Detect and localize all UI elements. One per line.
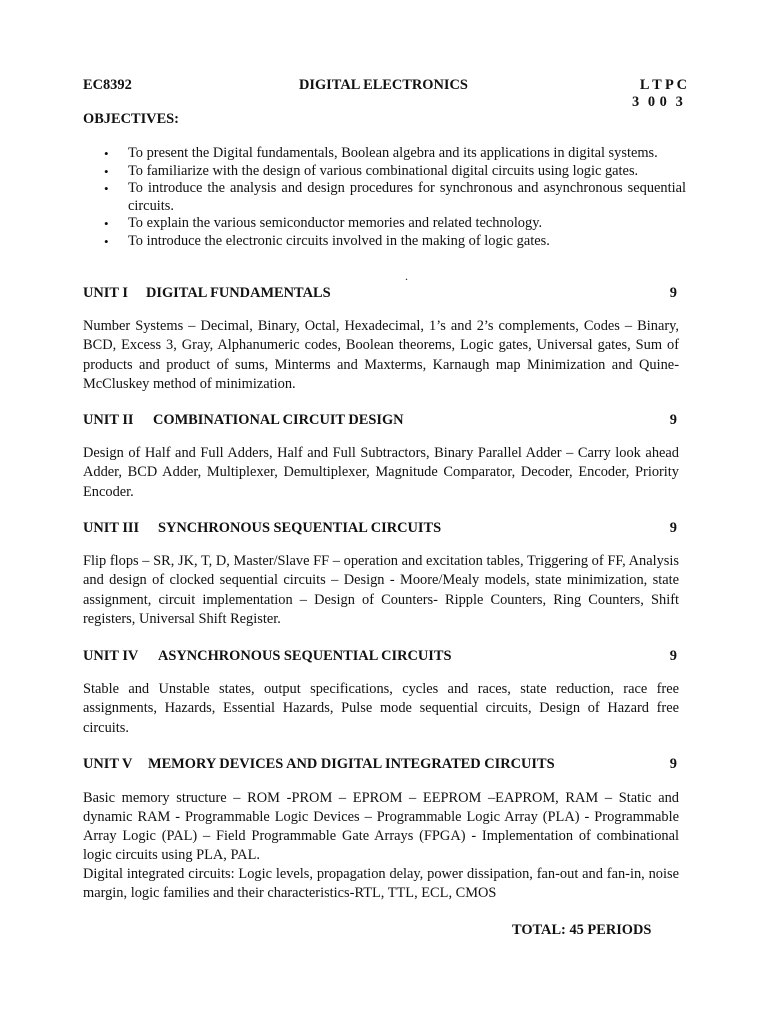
unit-label: UNIT IV [83, 648, 139, 664]
objective-text: To introduce the analysis and design procedures for synchronous and asynchronous sequential circuits. [128, 180, 686, 214]
objective-item [104, 232, 686, 251]
unit-hours: 9 [669, 412, 677, 428]
unit-hours: 9 [669, 648, 677, 664]
unit-heading-2 [83, 411, 677, 431]
unit-hours: 9 [669, 285, 677, 301]
unit-heading-5 [83, 755, 677, 775]
ltpc-values: 3 0 0 3 [632, 94, 684, 110]
bullet-icon: • [104, 181, 109, 196]
unit-title: SYNCHRONOUS SEQUENTIAL CIRCUITS [158, 520, 442, 536]
unit-body-5: Basic memory structure – ROM -PROM – EPROM – EEPROM –EAPROM, RAM – Static and dynamic RAM - Programmable Logic Devices – Programmable Logic Array (PLA) - Programmable Array Logic (PAL) – Field Programmable Gate Arrays (FPGA) - Implementation of combinational logic circuits using PLA, PAL. [83, 790, 679, 863]
unit-title: ASYNCHRONOUS SEQUENTIAL CIRCUITS [158, 648, 452, 664]
objective-text: To present the Digital fundamentals, Boolean algebra and its applications in digital systems. [128, 145, 658, 161]
bullet-icon: • [104, 163, 109, 179]
unit-hours: 9 [669, 520, 677, 536]
bullet-icon: • [104, 146, 109, 161]
unit-body-2: Design of Half and Full Adders, Half and Full Subtractors, Binary Parallel Adder – Carry look ahead Adder, BCD Adder, Multiplexer, Demultiplexer, Magnitude Comparator, Decoder, Encoder, Priority Encoder. [83, 445, 679, 500]
unit-heading-1 [83, 284, 677, 304]
unit-title: DIGITAL FUNDAMENTALS [146, 285, 331, 301]
unit-body-1: Number Systems – Decimal, Binary, Octal, Hexadecimal, 1’s and 2’s complements, Codes – Binary, BCD, Excess 3, Gray, Alphanumeric codes, Boolean theorems, Logic gates, Universal gates, Sum of products and product of sums, Minterms and Maxterms, Karnaugh map Minimization and Quine-McCluskey method of minimization. [83, 318, 679, 392]
unit-body-4: Stable and Unstable states, output specifications, cycles and races, state reduction, race free assignments, Hazards, Essential Hazards, Pulse mode sequential circuits, Design of Hazard free circuits. [83, 681, 679, 736]
unit-title: COMBINATIONAL CIRCUIT DESIGN [153, 412, 404, 428]
unit-body-5-extra: Digital integrated circuits: Logic levels, propagation delay, power dissipation, fan-out and fan-in, noise margin, logic families and their characteristics-RTL, TTL, ECL, CMOS [83, 866, 679, 901]
bullet-icon: • [104, 233, 109, 249]
ltpc-label: L T P C [639, 77, 687, 93]
unit-heading-3 [83, 519, 677, 539]
objectives-heading: OBJECTIVES: [83, 111, 179, 127]
course-code: EC8392 [83, 77, 132, 93]
unit-label: UNIT I [83, 285, 128, 301]
objective-item [104, 145, 686, 163]
unit-heading-4 [83, 647, 677, 667]
objective-text: To explain the various semiconductor memories and related technology. [128, 215, 543, 231]
objective-item [104, 162, 686, 181]
objective-text: To familiarize with the design of various combinational digital circuits using logic gates. [128, 162, 639, 179]
total-periods: TOTAL: 45 PERIODS [512, 922, 652, 938]
bullet-icon: • [104, 216, 109, 231]
objectives-list [104, 145, 686, 250]
objective-text: To introduce the electronic circuits involved in the making of logic gates. [128, 232, 550, 249]
objective-item [104, 215, 686, 233]
unit-label: UNIT III [83, 520, 140, 536]
stray-dot: . [405, 269, 408, 283]
unit-hours: 9 [669, 756, 677, 772]
unit-body-3: Flip flops – SR, JK, T, D, Master/Slave FF – operation and excitation tables, Triggering of FF, Analysis and design of clocked sequential circuits – Design - Moore/Mealy models, state minimization, state assignment, circuit implementation – Design of Counters- Ripple Counters, Ring Counters, Shift registers, Universal Shift Register. [83, 553, 679, 627]
course-header [83, 76, 687, 96]
course-title: DIGITAL ELECTRONICS [299, 77, 468, 93]
unit-label: UNIT II [83, 412, 134, 428]
objective-item [104, 180, 686, 215]
unit-label: UNIT V [83, 756, 133, 772]
unit-title: MEMORY DEVICES AND DIGITAL INTEGRATED CIRCUITS [148, 756, 555, 772]
